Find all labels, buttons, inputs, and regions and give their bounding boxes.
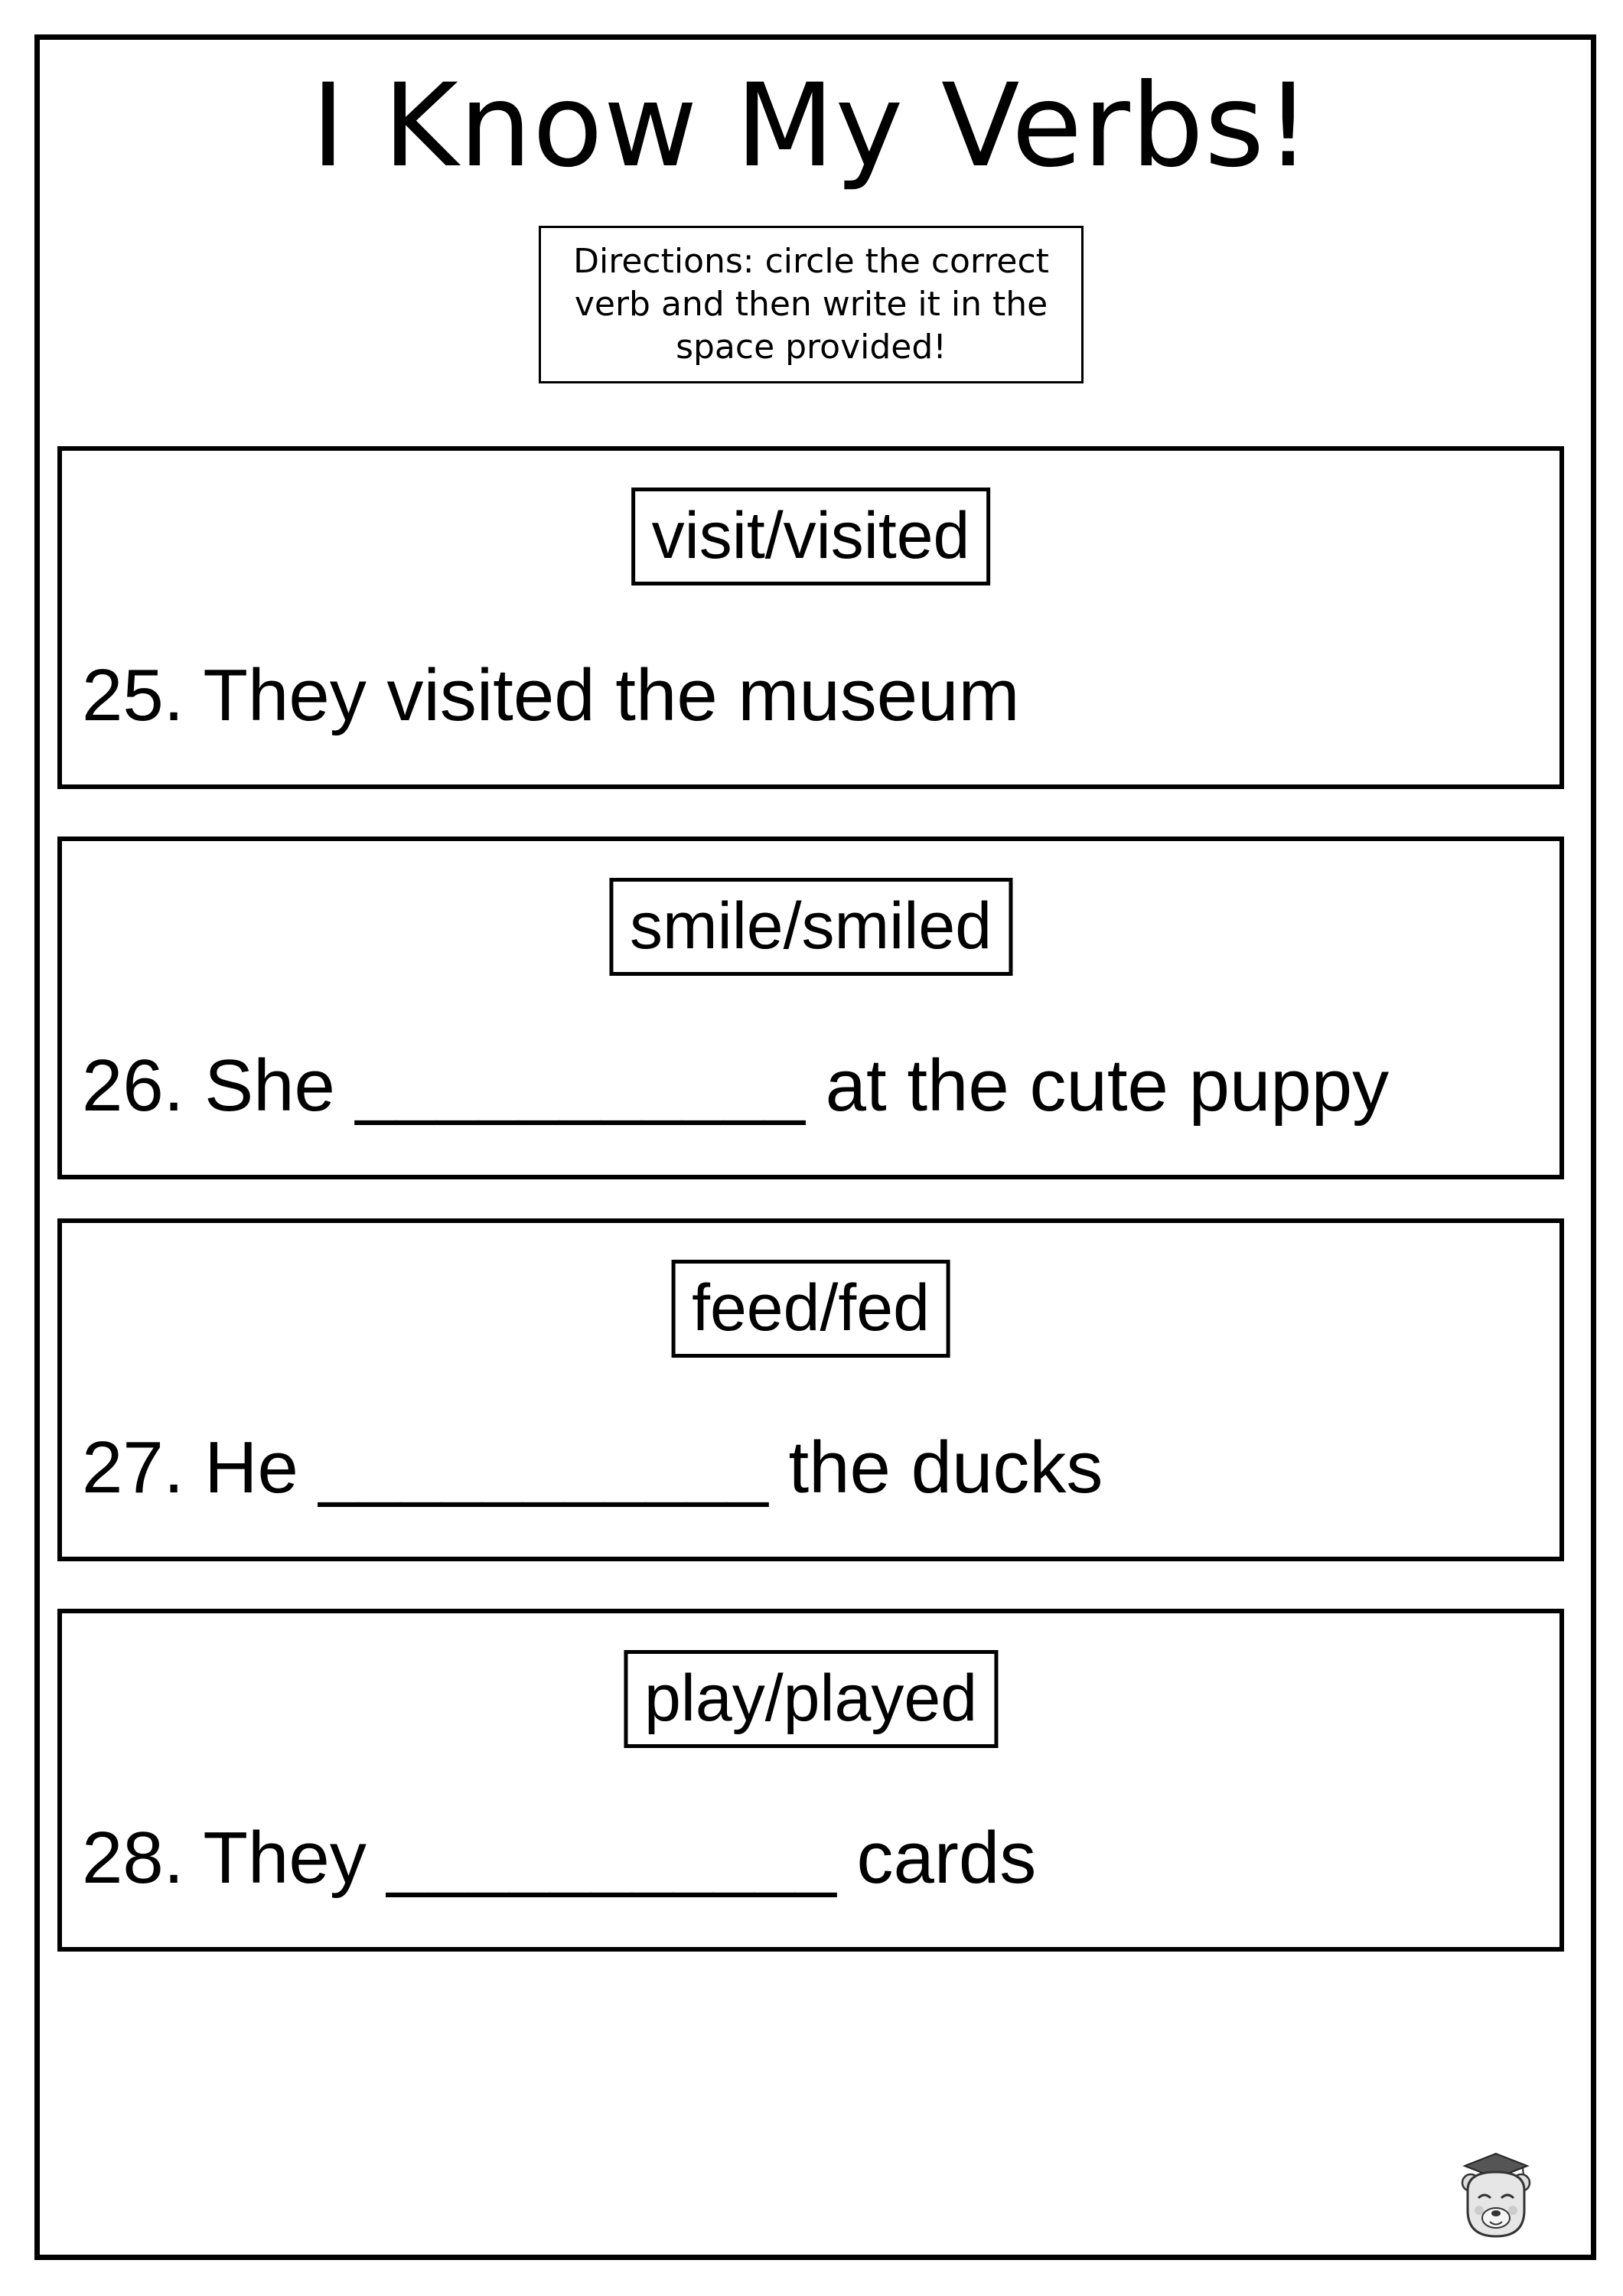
page-title: I Know My Verbs!: [311, 60, 1312, 193]
verb-choice: smile/smiled: [609, 878, 1012, 976]
question-box-26: [57, 837, 1564, 1179]
directions-text: Directions: circle the correct verb and then write it in the space provided!: [573, 242, 1049, 367]
verb-choice: visit/visited: [631, 488, 991, 585]
question-box-27: [57, 1218, 1564, 1561]
question-sentence: 26. She ___________ at the cute puppy: [82, 1045, 1390, 1127]
verb-choice: feed/fed: [671, 1260, 950, 1358]
directions-box: [539, 226, 1084, 383]
question-box-25: [57, 446, 1564, 789]
question-sentence: 25. They visited the museum: [82, 654, 1020, 736]
question-sentence: 28. They ___________ cards: [82, 1817, 1037, 1899]
graduate-mascot-icon: [1454, 2151, 1538, 2242]
question-sentence: 27. He ___________ the ducks: [82, 1427, 1103, 1508]
verb-choice: play/played: [624, 1650, 998, 1748]
question-box-28: [57, 1609, 1564, 1952]
